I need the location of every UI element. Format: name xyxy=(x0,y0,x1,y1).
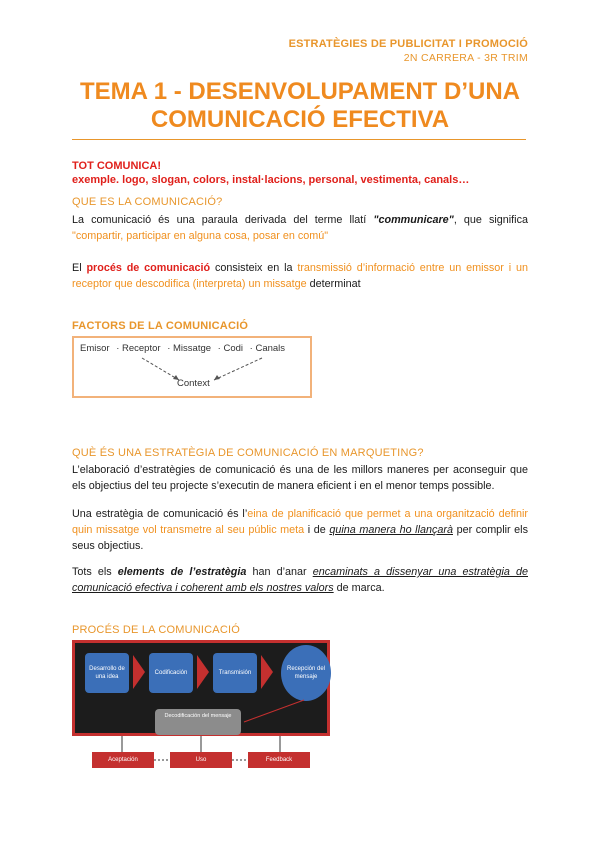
estrategia-paragraph-1: L’elaboració d’estratègies de comunicació és una de les millors maneres per aconseguir que els objectius del teu projecte s’executin de manera eficient i en el menor temps possible. xyxy=(72,464,528,492)
factor-missatge: · Missatge xyxy=(167,343,212,354)
intro-example: exemple. logo, slogan, colors, instal·lacions, personal, vestimenta, canals… xyxy=(72,174,470,186)
page-title-line-2: COMUNICACIÓ EFECTIVA xyxy=(150,106,450,133)
page-title xyxy=(60,78,540,134)
que-es-paragraph-1: La comunicació és una paraula derivada del terme llatí "communicare", que significa "compartir, participar en alguna cosa, posar en comú" xyxy=(72,214,528,242)
factor-canals: · Canals xyxy=(249,343,286,354)
que-es-paragraph-2: El procés de comunicació consisteix en la transmissió d’informació entre un emissor i un receptor que descodifica (interpreta) un missatge determinat xyxy=(72,262,528,290)
estrategia-paragraph-3: Tots els elements de l’estratègia han d’anar encaminats a dissenyar una estratègia de comunicació efectiva i coherent amb els nostres valors de marca. xyxy=(72,566,528,594)
section-heading-proces: PROCÉS DE LA COMUNICACIÓ xyxy=(72,624,240,636)
process-step-recepcion: Recepción del mensaje xyxy=(281,645,331,701)
process-outcome-aceptacion: Aceptación xyxy=(92,752,154,768)
process-step-decodificacion: Decodificación del mensaje xyxy=(155,709,241,735)
section-heading-estrategia: QUÈ ÉS UNA ESTRATÈGIA DE COMUNICACIÓ EN MARQUETING? xyxy=(72,447,424,459)
estrategia-paragraph-2: Una estratègia de comunicació és l’eina de planificació que permet a una organització definir quin missatge vol transmetre al seu públic meta i de quina manera ho llançarà per complir els seus objectius. xyxy=(72,508,528,552)
factors-diagram xyxy=(72,336,312,398)
course-term: 2N CARRERA - 3R TRIM xyxy=(403,52,528,64)
section-heading-factors: FACTORS DE LA COMUNICACIÓ xyxy=(72,320,249,332)
process-step-codificacion: Codificación xyxy=(149,653,193,693)
process-step-transmision: Transmisión xyxy=(213,653,257,693)
factor-emisor: Emisor xyxy=(80,343,110,354)
factor-context: Context xyxy=(177,378,210,389)
page-title-line-1: TEMA 1 - DESENVOLUPAMENT D’UNA xyxy=(79,78,520,105)
intro-heading: TOT COMUNICA! xyxy=(72,160,162,172)
process-step-idea: Desarrollo de una idea xyxy=(85,653,129,693)
process-diagram xyxy=(72,640,330,780)
factor-receptor: · Receptor xyxy=(116,343,161,354)
process-outcome-uso: Uso xyxy=(170,752,232,768)
factors-list xyxy=(80,343,289,354)
title-divider xyxy=(72,139,526,140)
section-heading-que-es: QUE ES LA COMUNICACIÓ? xyxy=(72,196,223,208)
process-outcome-feedback: Feedback xyxy=(248,752,310,768)
course-name: ESTRATÈGIES DE PUBLICITAT I PROMOCIÓ xyxy=(288,38,528,50)
factor-codi: · Codi xyxy=(217,343,244,354)
